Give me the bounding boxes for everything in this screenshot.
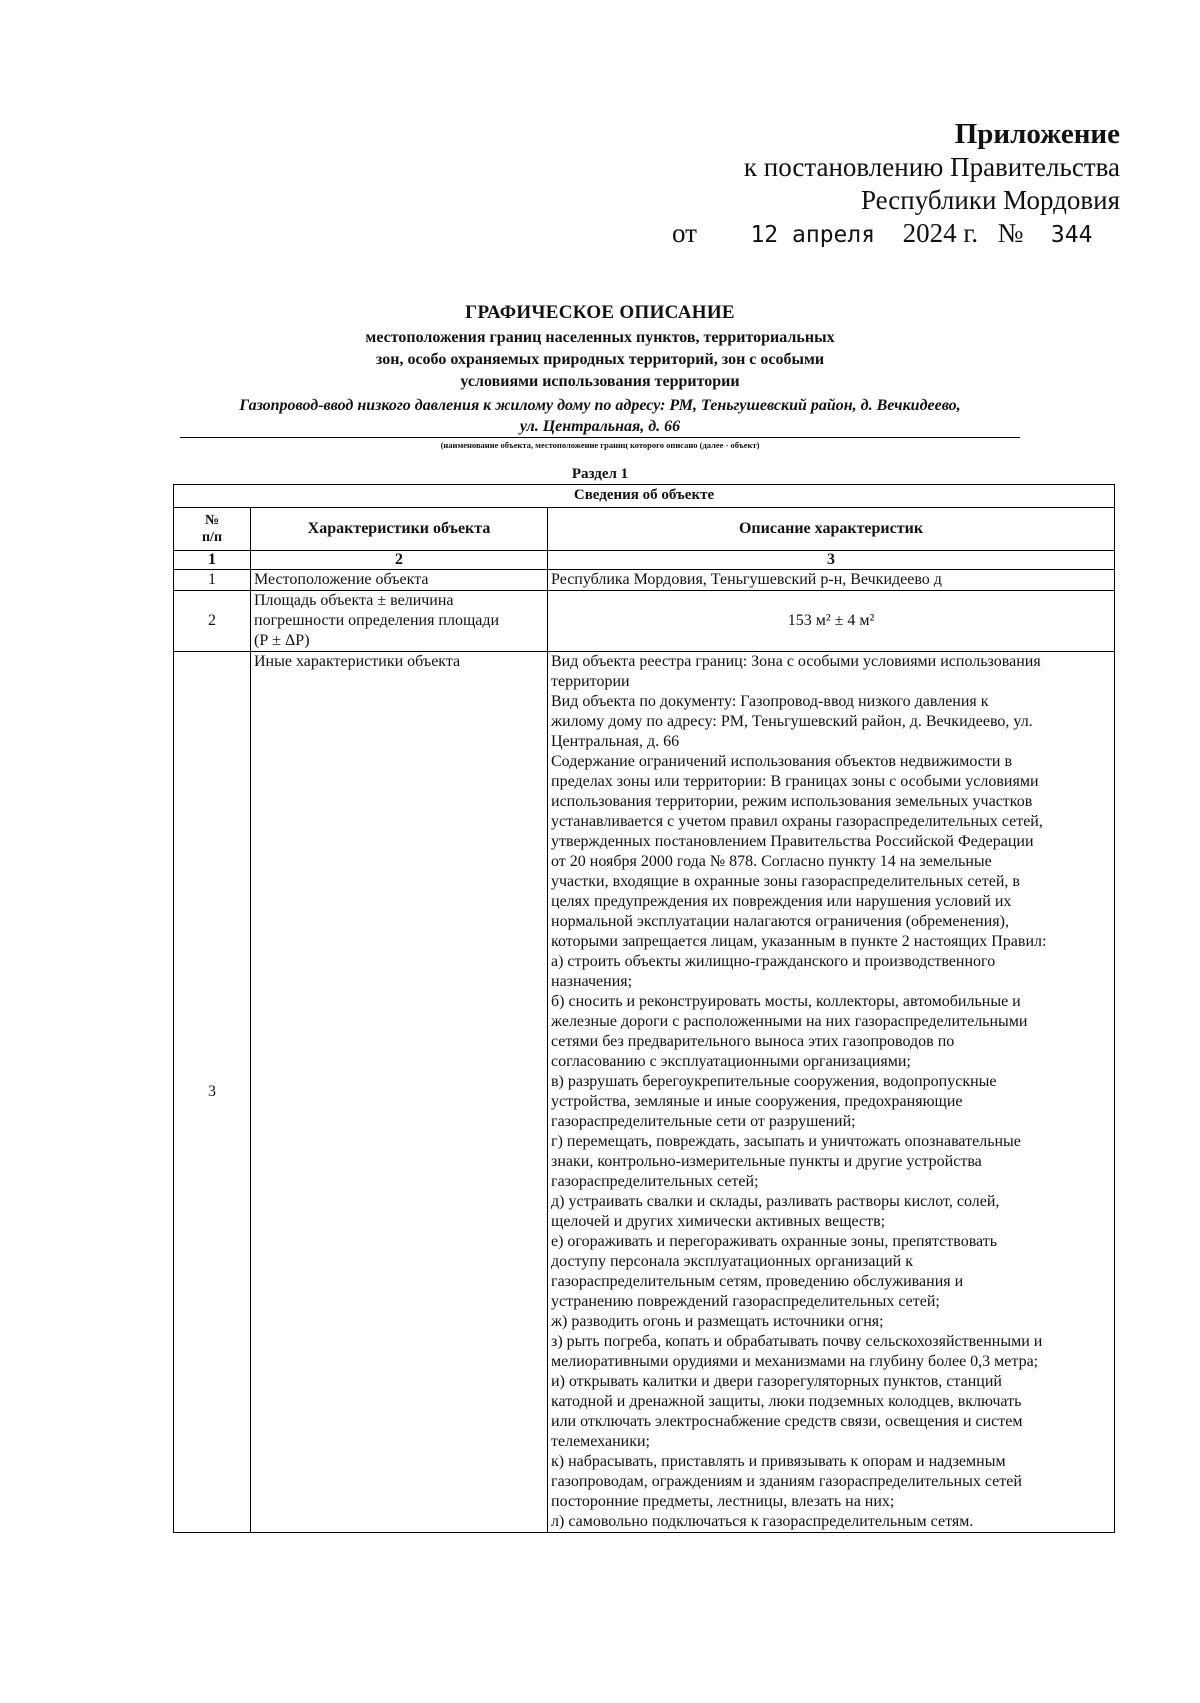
- object-name-caption: (наименование объекта, местоположение границ которого описано (далее - объект): [440, 440, 760, 450]
- row-1-num: 1: [174, 570, 251, 591]
- row-2-characteristic-line: (Р ± ΔР): [254, 632, 310, 649]
- object-name-line-1: Газопровод-ввод низкого давления к жилому дому по адресу: РМ, Теньгушевский район, д. Вечкидеево,: [239, 397, 961, 414]
- row-3-description-line: к) набрасывать, приставлять и привязывать к опорам и надземным: [551, 1453, 1006, 1470]
- row-3-description-line: жилому дому по адресу: РМ, Теньгушевский район, д. Вечкидеево, ул.: [551, 713, 1033, 730]
- row-3-description-line: устройства, земляные и иные сооружения, предохраняющие: [551, 1093, 963, 1110]
- row-3-description-line: газопроводам, ограждениям и зданиям газораспределительных сетей: [551, 1473, 1022, 1490]
- row-3-description-line: знаки, контрольно-измерительные пункты и другие устройства: [551, 1153, 982, 1170]
- row-3-characteristic: Иные характеристики объекта: [251, 652, 548, 1533]
- row-3-description-line: посторонние предметы, лестницы, влезать на них;: [551, 1493, 895, 1510]
- row-2-description: 153 м² ± 4 м²: [548, 591, 1115, 652]
- row-3-description-line: в) разрушать берегоукрепительные сооружения, водопропускные: [551, 1073, 997, 1090]
- column-index-3: 3: [548, 551, 1115, 570]
- subtitle-line-3: условиями использования территории: [460, 373, 740, 390]
- row-3-description: [548, 652, 1115, 1533]
- header-num: № п/п: [174, 508, 251, 551]
- subtitle-line-2: зон, особо охраняемых природных территорий, зон с особыми: [375, 351, 825, 368]
- row-3-description-line: мелиоративными орудиями и механизмами на глубину более 0,3 метра;: [551, 1353, 1039, 1370]
- row-3-description-line: утвержденных постановлением Правительства Российской Федерации: [551, 833, 1034, 850]
- table-caption: Сведения об объекте: [174, 485, 1115, 508]
- row-3-description-line: з) рыть погреба, копать и обрабатывать почву сельскохозяйственными и: [551, 1333, 1043, 1350]
- row-1-description: Республика Мордовия, Теньгушевский р-н, Вечкидеево д: [548, 570, 1115, 591]
- resolution-date-line: [672, 218, 1092, 249]
- row-3-description-line: газораспределительных сетей;: [551, 1173, 759, 1190]
- subtitle-line-1: местоположения границ населенных пунктов, территориальных: [365, 329, 835, 346]
- row-3-description-line: доступу персонала эксплуатационных организаций к: [551, 1253, 913, 1270]
- resolution-date: 12 апреля: [750, 222, 876, 248]
- table-row: [174, 591, 1115, 652]
- row-3-description-line: Вид объекта по документу: Газопровод-ввод низкого давления к: [551, 693, 989, 710]
- row-2-characteristic-line: погрешности определения площади: [254, 612, 500, 629]
- row-3-description-line: д) устраивать свалки и склады, разливать растворы кислот, солей,: [551, 1193, 1000, 1210]
- document-title: ГРАФИЧЕСКОЕ ОПИСАНИЕ: [465, 302, 735, 323]
- from-label: от: [672, 218, 697, 248]
- appendix-line-2: Республики Мордовия: [860, 185, 1120, 215]
- resolution-number: 344: [1050, 222, 1093, 248]
- row-3-description-line: ж) разводить огонь и размещать источники огня;: [551, 1313, 884, 1330]
- row-3-description-line: и) открывать калитки и двери газорегуляторных пунктов, станций: [551, 1373, 1002, 1390]
- row-3-description-line: или отключать электроснабжение средств связи, освещения и систем: [551, 1413, 1023, 1430]
- object-name-line-2: ул. Центральная, д. 66: [180, 416, 1020, 438]
- row-3-description-line: сетями без предварительного выноса этих газопроводов по: [551, 1033, 955, 1050]
- row-3-description-line: нормальной эксплуатации налагаются ограничения (обременения),: [551, 913, 1009, 930]
- row-3-description-line: газораспределительные сети от разрушений;: [551, 1113, 856, 1130]
- document-heading: [0, 302, 1200, 450]
- table-row: [174, 652, 1115, 1533]
- row-3-description-line: газораспределительным сетям, проведению обслуживания и: [551, 1273, 964, 1290]
- row-2-num: 2: [174, 591, 251, 652]
- row-3-description-line: г) перемещать, повреждать, засыпать и уничтожать опознавательные: [551, 1133, 1021, 1150]
- row-3-description-line: участки, входящие в охранные зоны газораспределительных сетей, в: [551, 873, 1020, 890]
- row-1-characteristic: Местоположение объекта: [251, 570, 548, 591]
- row-3-description-line: телемеханики;: [551, 1433, 650, 1450]
- row-3-description-line: целях предупреждения их повреждения или нарушения условий их: [551, 893, 1012, 910]
- column-index-1: 1: [174, 551, 251, 570]
- row-3-description-line: которыми запрещается лицам, указанным в пункте 2 настоящих Правил:: [551, 933, 1047, 950]
- row-3-description-line: назначения;: [551, 973, 633, 990]
- row-2-characteristic-line: Площадь объекта ± величина: [254, 592, 454, 609]
- row-3-description-line: согласованию с эксплуатационными организациями;: [551, 1053, 911, 1070]
- row-3-description-line: пределах зоны или территории: В границах зоны с особыми условиями: [551, 773, 1039, 790]
- row-2-characteristic: [251, 591, 548, 652]
- resolution-year: 2024 г.: [902, 218, 979, 248]
- row-3-description-line: Вид объекта реестра границ: Зона с особыми условиями использования: [551, 653, 1041, 670]
- row-3-description-line: щелочей и других химически активных веществ;: [551, 1213, 886, 1230]
- row-3-description-line: Содержание ограничений использования объектов недвижимости в: [551, 753, 1012, 770]
- row-3-description-line: л) самовольно подключаться к газораспределительным сетям.: [551, 1513, 974, 1530]
- column-index-2: 2: [251, 551, 548, 570]
- appendix-title: Приложение: [954, 118, 1120, 150]
- header-characteristic: Характеристики объекта: [251, 508, 548, 551]
- header-description: Описание характеристик: [548, 508, 1115, 551]
- row-3-description-line: от 20 ноября 2000 года № 878. Согласно пункту 14 на земельные: [551, 853, 992, 870]
- row-3-description-line: е) огораживать и перегораживать охранные зоны, препятствовать: [551, 1233, 998, 1250]
- appendix-line-1: к постановлению Правительства: [743, 152, 1120, 182]
- row-3-description-line: использования территории, режим использования земельных участков: [551, 793, 1033, 810]
- object-info-table: [173, 484, 1115, 1533]
- row-3-description-line: железные дороги с расположенными на них газораспределительными: [551, 1013, 1028, 1030]
- row-3-description-line: устранению повреждений газораспределительных сетей;: [551, 1293, 940, 1310]
- row-3-description-line: территории: [551, 673, 630, 690]
- row-3-num: 3: [174, 652, 251, 1533]
- row-3-description-line: а) строить объекты жилищно-гражданского и производственного: [551, 953, 996, 970]
- table-row: [174, 570, 1115, 591]
- row-3-description-line: б) сносить и реконструировать мосты, коллекторы, автомобильные и: [551, 993, 1021, 1010]
- row-3-description-line: Центральная, д. 66: [551, 733, 680, 750]
- number-label: №: [997, 218, 1024, 248]
- appendix-block: [744, 118, 1120, 217]
- row-3-description-line: устанавливается с учетом правил охраны газораспределительных сетей,: [551, 813, 1043, 830]
- section-title: Раздел 1: [571, 466, 629, 482]
- row-3-description-line: катодной и дренажной защиты, люки подземных колодцев, включать: [551, 1393, 1022, 1410]
